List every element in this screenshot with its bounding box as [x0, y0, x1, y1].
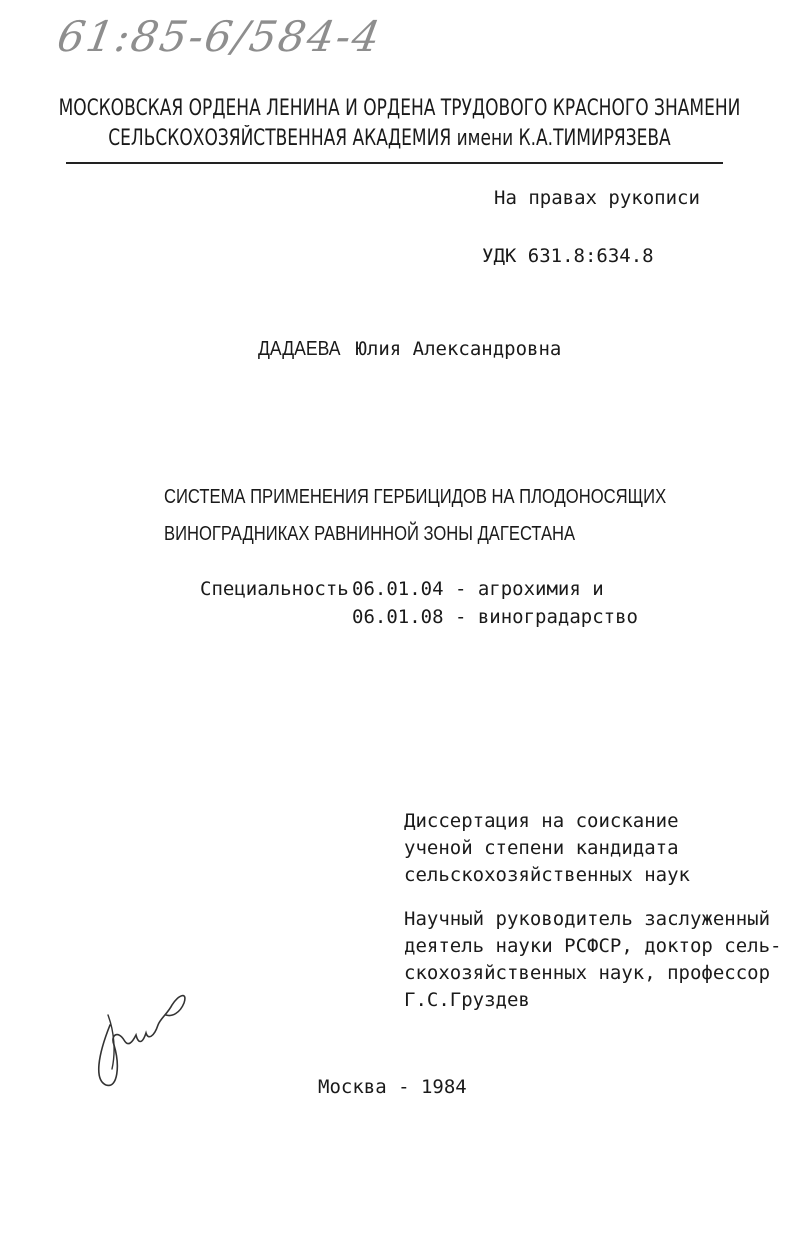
supervisor-line-2: деятель науки РСФСР, доктор сель- — [404, 935, 782, 957]
title-line-2: ВИНОГРАДНИКАХ РАВНИННОЙ ЗОНЫ ДАГЕСТАНА — [164, 523, 576, 545]
dissertation-line-2: ученой степени кандидата — [404, 837, 679, 859]
supervisor-line-4: Г.С.Груздев — [404, 989, 530, 1011]
institution-line-2: СЕЛЬСКОХОЗЯЙСТВЕННАЯ АКАДЕМИЯ имени К.А.ТИМИРЯЗЕВА — [108, 126, 671, 151]
supervisor-line-1: Научный руководитель заслуженный — [404, 908, 771, 930]
udc-code: УДК 631.8:634.8 — [482, 245, 654, 267]
author-surname: ДАДАЕВА — [258, 338, 341, 360]
dissertation-line-1: Диссертация на соискание — [404, 810, 679, 832]
manuscript-note: На правах рукописи — [494, 187, 700, 209]
city-year: Москва - 1984 — [318, 1076, 467, 1098]
author-name — [258, 338, 561, 361]
author-given-names: Юлия Александровна — [355, 338, 562, 360]
institution-line-1: МОСКОВСКАЯ ОРДЕНА ЛЕНИНА И ОРДЕНА ТРУДОВОГО КРАСНОГО ЗНАМЕНИ — [58, 96, 741, 121]
specialty-line-2: 06.01.08 - виноградарство — [352, 606, 638, 628]
title-line-1: СИСТЕМА ПРИМЕНЕНИЯ ГЕРБИЦИДОВ НА ПЛОДОНОСЯЩИХ — [164, 486, 667, 508]
specialty-line-1: 06.01.04 - агрохимия и — [352, 578, 604, 600]
handwritten-signature — [88, 985, 198, 1095]
handwritten-catalog-note: 61:85-6/584-4 — [53, 12, 386, 61]
specialty-label: Специальность — [200, 578, 349, 600]
supervisor-line-3: скохозяйственных наук, профессор — [404, 962, 771, 984]
header-divider — [66, 162, 723, 164]
dissertation-line-3: сельскохозяйственных наук — [404, 864, 690, 886]
